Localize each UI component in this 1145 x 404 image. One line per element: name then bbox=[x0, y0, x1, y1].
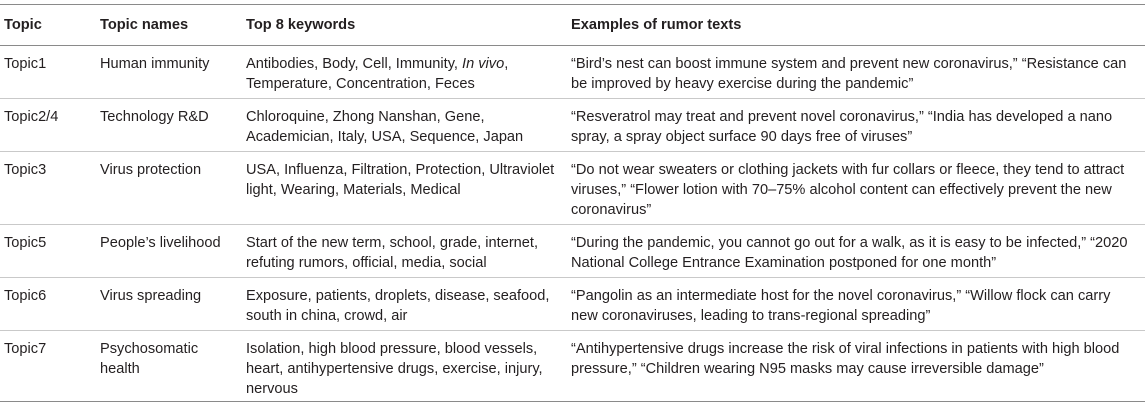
keywords-text: , Temperature, Concentration, Feces bbox=[246, 56, 509, 92]
keywords-text: Start of the new term, school, grade, internet, refuting rumors, official, media, social bbox=[246, 235, 539, 271]
cell-keywords bbox=[246, 331, 571, 402]
keywords-text: Antibodies, Body, Cell, Immunity, bbox=[246, 56, 463, 72]
examples-text: “Do not wear sweaters or clothing jackets with fur collars or fleece, they tend to attract viruses,” “Flower lotion with 70–75% alcohol content can effectively prevent the new coronavirus” bbox=[571, 162, 1125, 218]
header-topic: Topic bbox=[0, 5, 100, 46]
cell-examples bbox=[571, 99, 1145, 152]
cell-examples bbox=[571, 331, 1145, 402]
cell-keywords bbox=[246, 152, 571, 225]
table-row bbox=[0, 99, 1145, 152]
cell-examples bbox=[571, 46, 1145, 99]
cell-examples bbox=[571, 152, 1145, 225]
examples-text: “Pangolin as an intermediate host for the novel coronavirus,” “Willow flock can carry new coronaviruses, leading to trans-regional spreading” bbox=[571, 288, 1111, 324]
cell-topic-name: Technology R&D bbox=[100, 99, 246, 152]
header-examples: Examples of rumor texts bbox=[571, 5, 1145, 46]
cell-topic: Topic3 bbox=[0, 152, 100, 225]
cell-topic-name: Human immunity bbox=[100, 46, 246, 99]
cell-topic: Topic1 bbox=[0, 46, 100, 99]
cell-keywords bbox=[246, 99, 571, 152]
table-header bbox=[0, 5, 1145, 46]
cell-examples bbox=[571, 225, 1145, 278]
examples-text: “Bird’s nest can boost immune system and prevent new coronavirus,” “Resistance can be improved by heavy exercise during the pandemic” bbox=[571, 56, 1127, 92]
header-keywords: Top 8 keywords bbox=[246, 5, 571, 46]
cell-keywords bbox=[246, 278, 571, 331]
examples-text: “Resveratrol may treat and prevent novel coronavirus,” “India has developed a nano spray, a spray object surface 90 days free of viruses” bbox=[571, 109, 1113, 145]
cell-topic: Topic5 bbox=[0, 225, 100, 278]
cell-topic: Topic2/4 bbox=[0, 99, 100, 152]
table-row bbox=[0, 331, 1145, 402]
keywords-text: Exposure, patients, droplets, disease, seafood, south in china, crowd, air bbox=[246, 288, 550, 324]
rumor-topics-table bbox=[0, 4, 1145, 402]
header-row bbox=[0, 5, 1145, 46]
cell-keywords bbox=[246, 225, 571, 278]
topic-name-text: Psychosomatic health bbox=[100, 341, 199, 377]
topic-name-text: People’s livelihood bbox=[100, 235, 221, 251]
cell-topic: Topic6 bbox=[0, 278, 100, 331]
header-topic-names: Topic names bbox=[100, 5, 246, 46]
cell-keywords bbox=[246, 46, 571, 99]
table-row bbox=[0, 278, 1145, 331]
table-row bbox=[0, 152, 1145, 225]
table-row bbox=[0, 225, 1145, 278]
examples-text: “Antihypertensive drugs increase the risk of viral infections in patients with high blood pressure,” “Children wearing N95 masks may cause irreversible damage” bbox=[571, 341, 1120, 377]
cell-topic: Topic7 bbox=[0, 331, 100, 402]
keywords-italic-text: In vivo bbox=[462, 56, 505, 72]
keywords-text: Isolation, high blood pressure, blood vessels, heart, antihypertensive drugs, exercise, injury, nervous bbox=[246, 341, 543, 397]
examples-text: “During the pandemic, you cannot go out for a walk, as it is easy to be infected,” “2020 National College Entrance Examination postponed for one month” bbox=[571, 235, 1128, 271]
table-body bbox=[0, 46, 1145, 402]
cell-topic-name: Virus protection bbox=[100, 152, 246, 225]
cell-topic-name bbox=[100, 225, 246, 278]
cell-topic-name: Virus spreading bbox=[100, 278, 246, 331]
cell-examples bbox=[571, 278, 1145, 331]
table-row bbox=[0, 46, 1145, 99]
keywords-text: USA, Influenza, Filtration, Protection, Ultraviolet light, Wearing, Materials, Medical bbox=[246, 162, 555, 198]
keywords-text: Chloroquine, Zhong Nanshan, Gene, Academician, Italy, USA, Sequence, Japan bbox=[246, 109, 524, 145]
cell-topic-name bbox=[100, 331, 246, 402]
